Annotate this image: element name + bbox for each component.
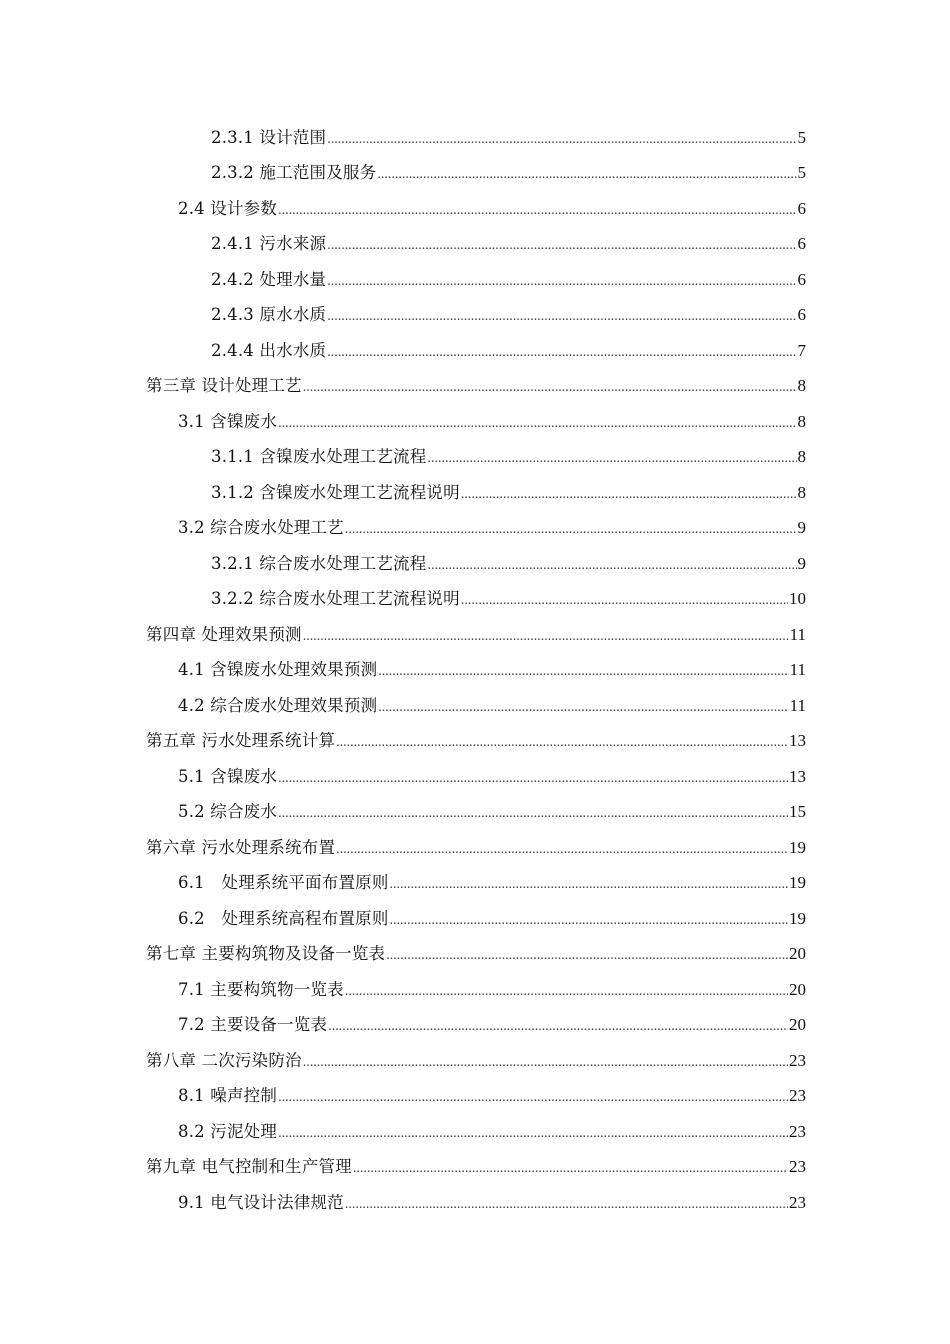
toc-page-number: 5 xyxy=(797,127,806,147)
toc-entry-line xyxy=(211,230,806,254)
toc-entry[interactable] xyxy=(0,367,950,403)
toc-entry-line xyxy=(178,514,806,538)
toc-dot-leader xyxy=(278,807,788,821)
toc-page-number: 5 xyxy=(797,163,806,183)
toc-entry[interactable] xyxy=(0,615,950,651)
toc-page-number: 15 xyxy=(789,802,806,822)
toc-entry[interactable] xyxy=(0,331,950,367)
toc-dot-leader xyxy=(327,133,796,147)
toc-dot-leader xyxy=(461,488,797,502)
toc-page-number: 8 xyxy=(797,482,806,502)
toc-entry[interactable] xyxy=(0,970,950,1006)
toc-entry[interactable] xyxy=(0,1041,950,1077)
table-of-contents xyxy=(0,118,950,1219)
toc-entry[interactable] xyxy=(0,1112,950,1148)
toc-entry-title: 第六章 污水处理系统布置 xyxy=(146,837,336,857)
toc-entry-title: 4.1 含镍废水处理效果预测 xyxy=(178,660,378,680)
toc-dot-leader xyxy=(336,736,788,750)
toc-entry-line xyxy=(211,266,806,290)
toc-dot-leader xyxy=(303,630,789,644)
toc-entry[interactable] xyxy=(0,757,950,793)
toc-entry-title: 6.1 处理系统平面布置原则 xyxy=(178,873,389,893)
toc-page-number: 9 xyxy=(797,518,806,538)
toc-entry-title: 第七章 主要构筑物及设备一览表 xyxy=(146,944,386,964)
toc-page-number: 20 xyxy=(789,944,806,964)
toc-entry-line xyxy=(146,1047,806,1071)
toc-entry-line xyxy=(146,834,806,858)
toc-entry-line xyxy=(178,869,806,893)
toc-entry-title: 第四章 处理效果预测 xyxy=(146,624,302,644)
toc-dot-leader xyxy=(345,523,797,537)
toc-entry-line xyxy=(211,337,806,361)
toc-page-number: 23 xyxy=(789,1192,806,1212)
toc-entry-title: 3.1.1 含镍废水处理工艺流程 xyxy=(211,447,427,467)
toc-entry-line xyxy=(211,585,806,609)
toc-dot-leader xyxy=(278,204,796,218)
toc-entry-title: 第九章 电气控制和生产管理 xyxy=(146,1157,352,1177)
toc-dot-leader xyxy=(328,1020,788,1034)
toc-entry-line xyxy=(178,798,806,822)
toc-dot-leader xyxy=(327,239,796,253)
toc-entry-line xyxy=(178,1011,806,1035)
toc-dot-leader xyxy=(427,559,796,573)
toc-entry-title: 3.1 含镍废水 xyxy=(178,411,278,431)
toc-dot-leader xyxy=(390,878,788,892)
toc-entry[interactable] xyxy=(0,544,950,580)
toc-dot-leader xyxy=(327,310,796,324)
toc-entry[interactable] xyxy=(0,1077,950,1113)
toc-entry-line xyxy=(178,763,806,787)
toc-page-number: 23 xyxy=(789,1050,806,1070)
toc-entry-title: 3.2.1 综合废水处理工艺流程 xyxy=(211,553,427,573)
toc-dot-leader xyxy=(390,914,788,928)
toc-entry-line xyxy=(211,443,806,467)
toc-page-number: 6 xyxy=(797,234,806,254)
toc-entry-line xyxy=(178,408,806,432)
toc-page-number: 6 xyxy=(797,198,806,218)
toc-entry[interactable] xyxy=(0,473,950,509)
toc-entry[interactable] xyxy=(0,225,950,261)
toc-dot-leader xyxy=(278,1091,788,1105)
toc-entry-title: 第八章 二次污染防治 xyxy=(146,1050,302,1070)
toc-entry-line xyxy=(146,1153,806,1177)
toc-dot-leader xyxy=(427,452,796,466)
toc-entry-title: 第五章 污水处理系统计算 xyxy=(146,731,336,751)
toc-entry[interactable] xyxy=(0,686,950,722)
toc-entry[interactable] xyxy=(0,189,950,225)
toc-entry-line xyxy=(178,692,806,716)
toc-entry-line xyxy=(211,479,806,503)
toc-entry[interactable] xyxy=(0,118,950,154)
toc-entry[interactable] xyxy=(0,651,950,687)
toc-page-number: 7 xyxy=(797,340,806,360)
toc-page-number: 10 xyxy=(789,589,806,609)
toc-entry[interactable] xyxy=(0,793,950,829)
toc-entry-line xyxy=(211,550,806,574)
toc-dot-leader xyxy=(461,594,788,608)
toc-entry[interactable] xyxy=(0,864,950,900)
toc-dot-leader xyxy=(386,949,788,963)
toc-entry-line xyxy=(178,1189,806,1213)
toc-entry-title: 2.4.2 处理水量 xyxy=(211,269,327,289)
toc-entry[interactable] xyxy=(0,1183,950,1219)
toc-entry[interactable] xyxy=(0,722,950,758)
toc-entry-title: 9.1 电气设计法律规范 xyxy=(178,1192,344,1212)
toc-entry-line xyxy=(178,976,806,1000)
toc-page-number: 23 xyxy=(789,1086,806,1106)
toc-entry-title: 5.1 含镍废水 xyxy=(178,766,278,786)
toc-entry-line xyxy=(146,727,806,751)
toc-entry-title: 2.4 设计参数 xyxy=(178,198,278,218)
toc-entry[interactable] xyxy=(0,260,950,296)
toc-page-number: 6 xyxy=(797,269,806,289)
toc-page-number: 19 xyxy=(789,873,806,893)
toc-page-number: 20 xyxy=(789,979,806,999)
toc-dot-leader xyxy=(278,1127,788,1141)
toc-entry-line xyxy=(178,1082,806,1106)
toc-entry-line xyxy=(146,372,806,396)
toc-dot-leader xyxy=(378,665,788,679)
toc-entry-line xyxy=(211,301,806,325)
toc-dot-leader xyxy=(336,843,788,857)
toc-page-number: 19 xyxy=(789,908,806,928)
toc-entry-title: 第三章 设计处理工艺 xyxy=(146,376,302,396)
toc-dot-leader xyxy=(327,275,796,289)
toc-dot-leader xyxy=(345,985,788,999)
toc-entry-title: 4.2 综合废水处理效果预测 xyxy=(178,695,378,715)
toc-page-number: 6 xyxy=(797,305,806,325)
toc-entry[interactable] xyxy=(0,402,950,438)
toc-page-number: 13 xyxy=(789,766,806,786)
toc-dot-leader xyxy=(345,1198,788,1212)
toc-entry[interactable] xyxy=(0,296,950,332)
toc-entry[interactable] xyxy=(0,509,950,545)
toc-entry[interactable] xyxy=(0,438,950,474)
toc-entry-title: 3.2.2 综合废水处理工艺流程说明 xyxy=(211,589,460,609)
toc-dot-leader xyxy=(327,346,796,360)
toc-dot-leader xyxy=(278,417,796,431)
toc-entry-line xyxy=(178,905,806,929)
toc-entry-title: 3.2 综合废水处理工艺 xyxy=(178,518,344,538)
toc-page-number: 8 xyxy=(797,447,806,467)
toc-page-number: 23 xyxy=(789,1121,806,1141)
toc-dot-leader xyxy=(353,1162,788,1176)
toc-entry-title: 7.2 主要设备一览表 xyxy=(178,1015,328,1035)
toc-entry[interactable] xyxy=(0,1148,950,1184)
toc-entry-title: 3.1.2 含镍废水处理工艺流程说明 xyxy=(211,482,460,502)
toc-entry-line xyxy=(178,656,806,680)
toc-page-number: 13 xyxy=(789,731,806,751)
toc-page-number: 8 xyxy=(797,376,806,396)
toc-entry-line xyxy=(211,159,806,183)
toc-entry-title: 2.4.3 原水水质 xyxy=(211,305,327,325)
toc-entry-line xyxy=(211,124,806,148)
toc-entry-title: 2.4.1 污水来源 xyxy=(211,234,327,254)
toc-dot-leader xyxy=(378,701,788,715)
toc-entry-line xyxy=(178,195,806,219)
toc-page-number: 11 xyxy=(789,624,806,644)
toc-entry-title: 7.1 主要构筑物一览表 xyxy=(178,979,344,999)
toc-entry-title: 5.2 综合废水 xyxy=(178,802,278,822)
toc-entry-title: 6.2 处理系统高程布置原则 xyxy=(178,908,389,928)
toc-page-number: 8 xyxy=(797,411,806,431)
toc-dot-leader xyxy=(278,772,788,786)
toc-entry[interactable] xyxy=(0,899,950,935)
toc-page-number: 20 xyxy=(789,1015,806,1035)
toc-dot-leader xyxy=(303,1056,788,1070)
toc-page-number: 9 xyxy=(797,553,806,573)
toc-entry-line xyxy=(146,621,806,645)
toc-page-number: 19 xyxy=(789,837,806,857)
toc-entry-title: 2.3.1 设计范围 xyxy=(211,127,327,147)
toc-dot-leader xyxy=(303,381,797,395)
toc-entry-title: 2.3.2 施工范围及服务 xyxy=(211,163,377,183)
toc-entry[interactable] xyxy=(0,935,950,971)
toc-dot-leader xyxy=(377,168,796,182)
toc-page-number: 11 xyxy=(789,695,806,715)
toc-entry[interactable] xyxy=(0,154,950,190)
toc-entry[interactable] xyxy=(0,1006,950,1042)
toc-entry[interactable] xyxy=(0,828,950,864)
toc-page-number: 23 xyxy=(789,1157,806,1177)
toc-page-number: 11 xyxy=(789,660,806,680)
toc-entry-title: 8.1 噪声控制 xyxy=(178,1086,278,1106)
toc-entry-title: 8.2 污泥处理 xyxy=(178,1121,278,1141)
toc-entry-line xyxy=(178,1118,806,1142)
toc-entry[interactable] xyxy=(0,580,950,616)
toc-entry-line xyxy=(146,940,806,964)
toc-entry-title: 2.4.4 出水水质 xyxy=(211,340,327,360)
